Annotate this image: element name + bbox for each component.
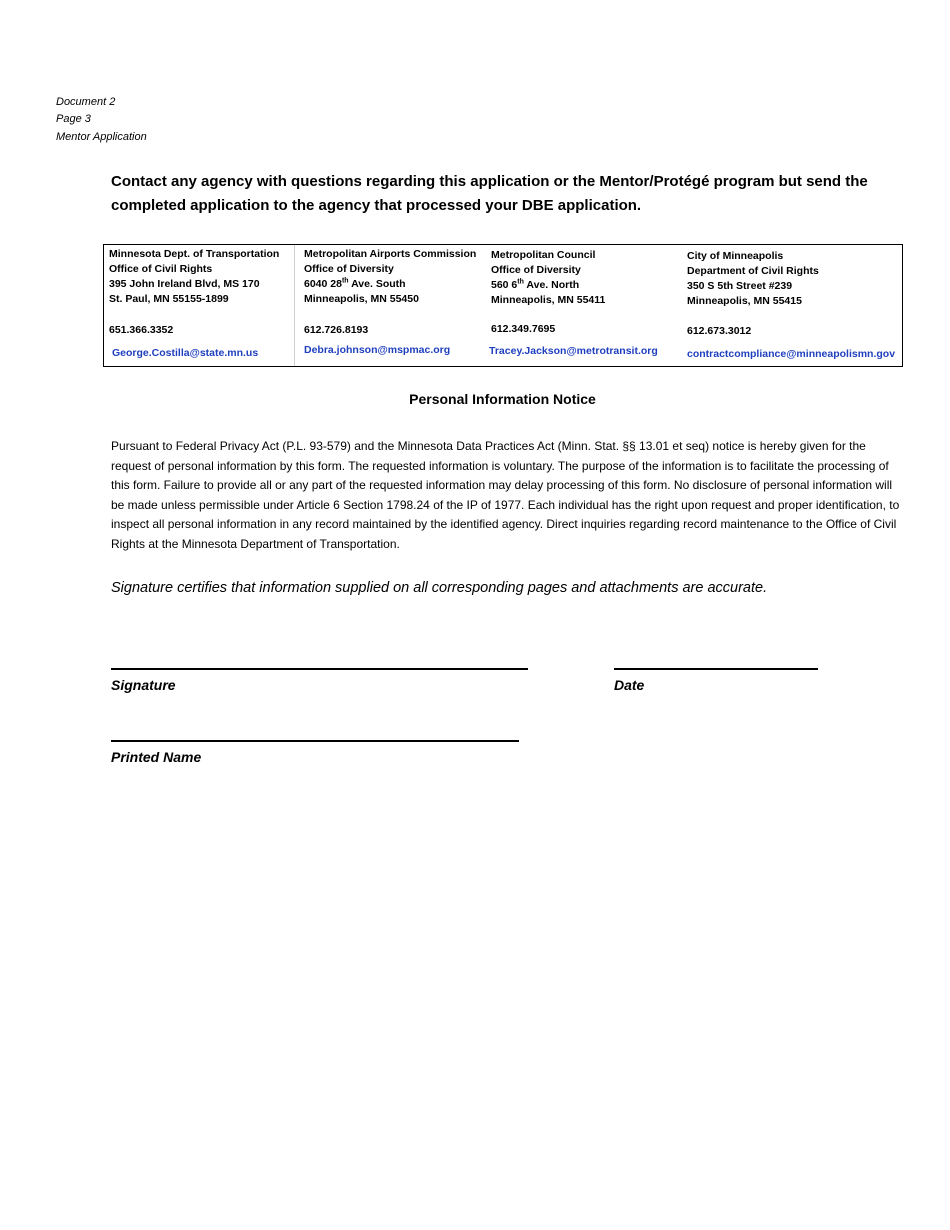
certification-statement: Signature certifies that information supplied on all corresponding pages and attachments are accurate.	[111, 580, 768, 596]
agency-name: Minnesota Dept. of Transportation	[109, 248, 280, 260]
agency-name: City of Minneapolis	[687, 250, 784, 262]
agency-email-link[interactable]: Debra.johnson@mspmac.org	[304, 344, 451, 356]
agency-street	[304, 277, 476, 292]
street-number: 6040 28	[304, 278, 342, 290]
form-name: Mentor Application	[56, 131, 147, 143]
notice-body: Pursuant to Federal Privacy Act (P.L. 93-579) and the Minnesota Data Practices Act (Minn. Stat. §§ 13.01 et seq) notice is hereby given for the request of personal information by this form. The requested information is voluntary. The purpose of the information is to facilitate the processing of this form. Failure to provide all or any part of the requested information may delay processing of this form. No disclosure of personal information will be made unless permissible under Article 6 Section 1798.24 of the IP of 1977. Each individual has the right upon request and proper identification, to inspect all personal information in any record maintained by the identified agency. Direct inquiries regarding record maintenance to the Office of Civil Rights at the Minnesota Department of Transportation.	[111, 439, 900, 551]
notice-title: Personal Information Notice	[409, 391, 596, 407]
page-number: Page 3	[56, 113, 91, 125]
agency-contact-table	[103, 244, 903, 367]
agency-city-minneapolis	[687, 245, 901, 366]
agency-address	[109, 247, 279, 307]
agency-email-link[interactable]: contractcompliance@minneapolismn.gov	[687, 348, 896, 360]
agency-city: Minneapolis, MN 55450	[304, 293, 419, 305]
signature-label: Signature	[111, 677, 176, 693]
document-number: Document 2	[56, 96, 116, 108]
intro-instructions: Contact any agency with questions regarding this application or the Mentor/Protégé program but send the completed application to the agency that processed your DBE application.	[111, 173, 868, 214]
agency-office: Office of Diversity	[304, 263, 394, 275]
agency-office: Office of Diversity	[491, 264, 581, 276]
agency-mndot	[109, 245, 294, 366]
agency-address	[304, 247, 476, 307]
agency-address	[491, 248, 605, 308]
agency-phone: 651.366.3352	[109, 324, 174, 336]
agency-city: Minneapolis, MN 55415	[687, 295, 802, 307]
street-number: 560 6	[491, 279, 518, 291]
agency-name: Metropolitan Airports Commission	[304, 248, 477, 260]
agency-phone: 612.726.8193	[304, 324, 369, 336]
street-name: Ave. North	[523, 279, 580, 291]
agency-address	[687, 249, 819, 309]
printed-name-line[interactable]	[111, 740, 519, 742]
agency-city: St. Paul, MN 55155-1899	[109, 293, 229, 305]
agency-street	[491, 278, 605, 293]
agency-street: 395 John Ireland Blvd, MS 170	[109, 278, 260, 290]
agency-email-link[interactable]: Tracey.Jackson@metrotransit.org	[489, 345, 658, 357]
agency-mac	[304, 245, 489, 366]
date-line[interactable]	[614, 668, 818, 670]
street-name: Ave. South	[348, 278, 406, 290]
signature-line[interactable]	[111, 668, 528, 670]
agency-office: Office of Civil Rights	[109, 263, 213, 275]
agency-city: Minneapolis, MN 55411	[491, 294, 606, 306]
column-divider	[294, 245, 295, 366]
agency-office: Department of Civil Rights	[687, 265, 819, 277]
ordinal-suffix: th	[341, 277, 349, 285]
agency-street: 350 S 5th Street #239	[687, 280, 793, 292]
agency-phone: 612.673.3012	[687, 325, 752, 337]
agency-met-council	[491, 245, 681, 366]
ordinal-suffix: th	[517, 278, 524, 286]
agency-phone: 612.349.7695	[491, 323, 556, 335]
date-label: Date	[614, 677, 645, 693]
agency-email-link[interactable]: George.Costilla@state.mn.us	[112, 347, 259, 359]
agency-name: Metropolitan Council	[491, 249, 596, 261]
printed-name-label: Printed Name	[111, 749, 202, 765]
